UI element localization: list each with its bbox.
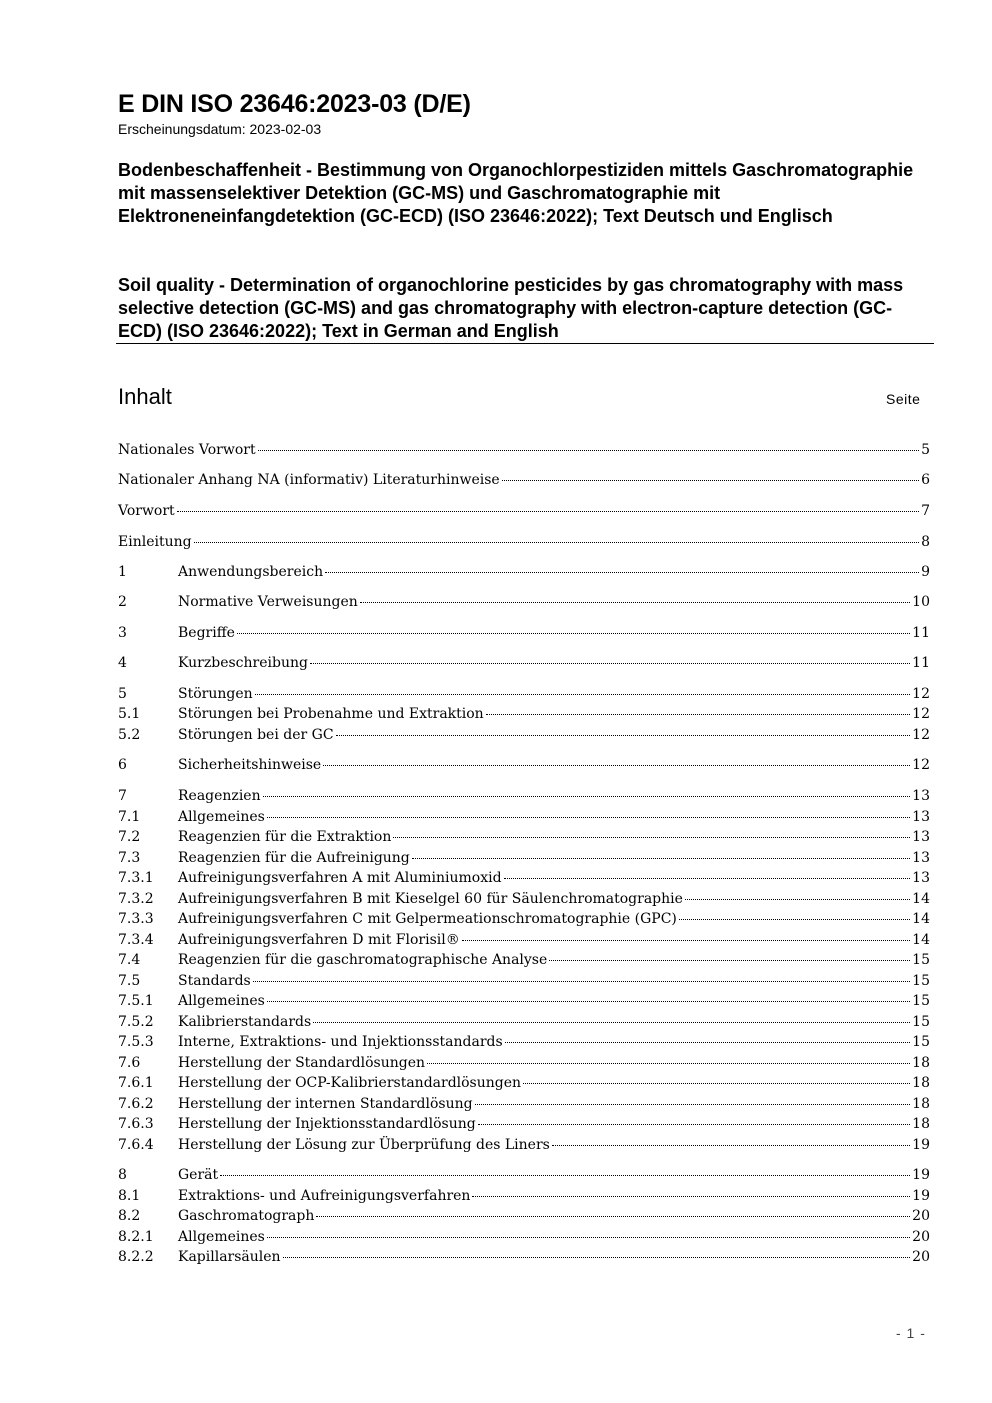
toc-entry[interactable]	[118, 829, 930, 849]
title-german: Bodenbeschaffenheit - Bestimmung von Organochlorpestiziden mittels Gaschromatographie mit massenselektiver Detektion (GC-MS) und Gaschromatographie mit Elektroneneinfangdetektion (GC-ECD) (ISO 23646:2022); Text Deutsch und Englisch	[118, 160, 914, 226]
toc-entry-number: 5	[118, 686, 127, 702]
toc-entry-page: 12	[912, 686, 930, 702]
toc-leader-dots	[336, 734, 911, 736]
toc-entry-page: 10	[912, 594, 930, 610]
toc-entry-title: Interne, Extraktions- und Injektionsstandards	[178, 1034, 503, 1050]
toc-entry[interactable]	[118, 870, 930, 890]
toc-entry-title: Herstellung der Injektionsstandardlösung	[178, 1116, 476, 1132]
toc-entry-title: Nationaler Anhang NA (informativ) Literaturhinweise	[118, 472, 500, 488]
toc-entry[interactable]	[118, 1208, 930, 1228]
toc-entry-page: 19	[912, 1137, 930, 1153]
toc-entry-number: 7.5.2	[118, 1014, 154, 1030]
toc-entry-number: 2	[118, 594, 127, 610]
toc-entry[interactable]	[118, 1167, 930, 1187]
toc-entry[interactable]	[118, 472, 930, 492]
toc-entry-page: 11	[912, 625, 930, 641]
toc-entry-title: Herstellung der Lösung zur Überprüfung des Liners	[178, 1137, 550, 1153]
toc-entry-number: 7.1	[118, 809, 141, 825]
toc-leader-dots	[283, 1256, 911, 1258]
toc-entry-number: 8.1	[118, 1188, 141, 1204]
toc-entry-number: 7.5.3	[118, 1034, 154, 1050]
toc-entry-page: 15	[912, 1014, 930, 1030]
toc-entry[interactable]	[118, 1096, 930, 1116]
toc-entry-number: 7.3.3	[118, 911, 154, 927]
toc-entry-title: Kapillarsäulen	[178, 1249, 281, 1265]
toc-entry[interactable]	[118, 1116, 930, 1136]
toc-entry-title: Nationales Vorwort	[118, 442, 256, 458]
toc-entry-page: 13	[912, 829, 930, 845]
toc-entry[interactable]	[118, 503, 930, 523]
toc-entry-title: Allgemeines	[178, 1229, 265, 1245]
toc-entry-page: 12	[912, 757, 930, 773]
toc-entry[interactable]	[118, 1137, 930, 1157]
publication-date: Erscheinungsdatum: 2023-02-03	[118, 121, 322, 137]
toc-entry-number: 7.5.1	[118, 993, 154, 1009]
toc-entry-number: 6	[118, 757, 127, 773]
toc-entry-number: 3	[118, 625, 127, 641]
toc-leader-dots	[478, 1123, 910, 1125]
toc-entry-title: Normative Verweisungen	[178, 594, 358, 610]
toc-leader-dots	[427, 1062, 910, 1064]
toc-entry-number: 7.6.3	[118, 1116, 154, 1132]
toc-entry-title: Herstellung der Standardlösungen	[178, 1055, 426, 1071]
toc-entry-number: 5.2	[118, 727, 141, 743]
toc-entry-page: 15	[912, 1034, 930, 1050]
toc-entry-number: 7	[118, 788, 127, 804]
toc-entry-number: 7.6.4	[118, 1137, 154, 1153]
toc-entry-title: Herstellung der OCP-Kalibrierstandardlösungen	[178, 1075, 522, 1091]
toc-entry-number: 7.3.2	[118, 891, 154, 907]
toc-entry[interactable]	[118, 1249, 930, 1269]
toc-entry[interactable]	[118, 952, 930, 972]
toc-leader-dots	[255, 693, 911, 695]
toc-leader-dots	[258, 449, 920, 451]
toc-entry-number: 7.5	[118, 973, 141, 989]
toc-entry[interactable]	[118, 757, 930, 777]
toc-entry-title: Aufreinigungsverfahren B mit Kieselgel 60 für Säulenchromatographie	[178, 891, 683, 907]
toc-entry[interactable]	[118, 891, 930, 911]
toc-entry[interactable]	[118, 1075, 930, 1095]
toc-entry[interactable]	[118, 655, 930, 675]
toc-leader-dots	[360, 601, 910, 603]
toc-entry-title: Aufreinigungsverfahren D mit Florisil®	[178, 932, 460, 948]
toc-leader-dots	[393, 836, 910, 838]
toc-leader-dots	[237, 632, 910, 634]
toc-entry[interactable]	[118, 973, 930, 993]
toc-entry-page: 5	[921, 442, 930, 458]
toc-page-label: Seite	[886, 391, 921, 407]
toc-leader-dots	[523, 1082, 910, 1084]
table-of-contents	[118, 0, 930, 1403]
toc-entry-number: 8.2.1	[118, 1229, 154, 1245]
toc-leader-dots	[313, 1021, 910, 1023]
toc-entry[interactable]	[118, 625, 930, 645]
toc-entry-page: 6	[921, 472, 930, 488]
toc-entry-number: 5.1	[118, 706, 141, 722]
toc-entry[interactable]	[118, 706, 930, 726]
toc-entry-number: 4	[118, 655, 127, 671]
toc-entry-page: 20	[912, 1208, 930, 1224]
document-id: E DIN ISO 23646:2023-03 (D/E)	[118, 90, 471, 118]
toc-leader-dots	[679, 918, 910, 920]
toc-entry-page: 8	[921, 534, 930, 550]
toc-entry-page: 11	[912, 655, 930, 671]
toc-entry-page: 13	[912, 788, 930, 804]
toc-leader-dots	[263, 795, 911, 797]
toc-entry-number: 7.6.1	[118, 1075, 154, 1091]
toc-entry-page: 14	[912, 891, 930, 907]
toc-entry-title: Gerät	[178, 1167, 219, 1183]
toc-leader-dots	[685, 898, 910, 900]
toc-leader-dots	[253, 980, 910, 982]
toc-leader-dots	[472, 1195, 910, 1197]
toc-entry-page: 9	[921, 564, 930, 580]
toc-leader-dots	[325, 571, 919, 573]
toc-entry-title: Allgemeines	[178, 809, 265, 825]
toc-entry-title: Begriffe	[178, 625, 235, 641]
toc-entry-number: 7.2	[118, 829, 141, 845]
toc-entry-number: 7.3.4	[118, 932, 154, 948]
toc-entry-title: Kalibrierstandards	[178, 1014, 312, 1030]
toc-entry[interactable]	[118, 727, 930, 747]
toc-leader-dots	[310, 662, 910, 664]
toc-entry[interactable]	[118, 564, 930, 584]
toc-entry-page: 18	[912, 1116, 930, 1132]
toc-entry[interactable]	[118, 534, 930, 554]
toc-leader-dots	[267, 816, 910, 818]
toc-entry-title: Reagenzien	[178, 788, 261, 804]
toc-entry-page: 15	[912, 952, 930, 968]
toc-entry-page: 18	[912, 1096, 930, 1112]
toc-entry-page: 14	[912, 932, 930, 948]
toc-entry-number: 8.2	[118, 1208, 141, 1224]
toc-entry-page: 20	[912, 1249, 930, 1265]
toc-entry[interactable]	[118, 594, 930, 614]
toc-entry-page: 19	[912, 1167, 930, 1183]
toc-entry-page: 15	[912, 973, 930, 989]
toc-entry[interactable]	[118, 850, 930, 870]
toc-leader-dots	[177, 510, 919, 512]
toc-entry[interactable]	[118, 1055, 930, 1075]
toc-leader-dots	[486, 713, 910, 715]
toc-leader-dots	[475, 1103, 911, 1105]
toc-entry-title: Störungen bei der GC	[178, 727, 334, 743]
toc-entry-title: Reagenzien für die Aufreinigung	[178, 850, 410, 866]
toc-entry[interactable]	[118, 911, 930, 931]
toc-entry-page: 18	[912, 1055, 930, 1071]
toc-leader-dots	[504, 877, 911, 879]
toc-leader-dots	[316, 1215, 910, 1217]
toc-entry-title: Herstellung der internen Standardlösung	[178, 1096, 473, 1112]
toc-entry[interactable]	[118, 993, 930, 1013]
toc-entry-number: 7.4	[118, 952, 141, 968]
toc-entry-title: Anwendungsbereich	[178, 564, 324, 580]
toc-leader-dots	[549, 959, 910, 961]
toc-leader-dots	[267, 1236, 910, 1238]
footer-page-number: - 1 -	[896, 1325, 926, 1341]
toc-leader-dots	[267, 1000, 910, 1002]
toc-entry-page: 13	[912, 870, 930, 886]
toc-entry-number: 7.3.1	[118, 870, 154, 886]
toc-entry-number: 7.6	[118, 1055, 141, 1071]
toc-entry-number: 1	[118, 564, 127, 580]
toc-entry-page: 19	[912, 1188, 930, 1204]
toc-leader-dots	[323, 764, 910, 766]
toc-entry-title: Reagenzien für die Extraktion	[178, 829, 392, 845]
toc-leader-dots	[412, 857, 910, 859]
toc-entry-page: 15	[912, 993, 930, 1009]
toc-entry[interactable]	[118, 1034, 930, 1054]
toc-entry-number: 7.6.2	[118, 1096, 154, 1112]
toc-leader-dots	[552, 1144, 910, 1146]
toc-entry-title: Allgemeines	[178, 993, 265, 1009]
toc-entry[interactable]	[118, 1014, 930, 1034]
toc-entry-title: Gaschromatograph	[178, 1208, 315, 1224]
toc-entry-title: Aufreinigungsverfahren A mit Aluminiumoxid	[178, 870, 502, 886]
toc-leader-dots	[462, 939, 910, 941]
toc-entry-page: 20	[912, 1229, 930, 1245]
toc-leader-dots	[505, 1041, 910, 1043]
toc-entry-title: Einleitung	[118, 534, 192, 550]
toc-entry-page: 18	[912, 1075, 930, 1091]
toc-entry-title: Reagenzien für die gaschromatographische Analyse	[178, 952, 548, 968]
toc-leader-dots	[194, 541, 920, 543]
toc-entry-title: Vorwort	[118, 503, 175, 519]
toc-entry[interactable]	[118, 1229, 930, 1249]
toc-entry[interactable]	[118, 809, 930, 829]
toc-entry-page: 7	[921, 503, 930, 519]
toc-entry[interactable]	[118, 788, 930, 808]
toc-entry-page: 12	[912, 706, 930, 722]
toc-entry-number: 8.2.2	[118, 1249, 154, 1265]
toc-entry-title: Standards	[178, 973, 251, 989]
toc-entry-page: 12	[912, 727, 930, 743]
toc-entry-title: Sicherheitshinweise	[178, 757, 322, 773]
toc-entry-page: 14	[912, 911, 930, 927]
toc-entry[interactable]	[118, 1188, 930, 1208]
toc-entry-title: Aufreinigungsverfahren C mit Gelpermeationschromatographie (GPC)	[178, 911, 677, 927]
toc-entry-number: 7.3	[118, 850, 141, 866]
toc-entry-title: Störungen	[178, 686, 253, 702]
toc-heading: Inhalt	[118, 384, 172, 409]
title-english: Soil quality - Determination of organochlorine pesticides by gas chromatography with mass selective detection (GC-MS) and gas chromatography with electron-capture detection (GC-ECD) (ISO 23646:2022); Text in German and English	[118, 275, 904, 341]
toc-entry[interactable]	[118, 932, 930, 952]
toc-entry-page: 13	[912, 809, 930, 825]
toc-leader-dots	[502, 479, 919, 481]
toc-entry-title: Extraktions- und Aufreinigungsverfahren	[178, 1188, 471, 1204]
toc-entry-title: Kurzbeschreibung	[178, 655, 308, 671]
toc-entry[interactable]	[118, 442, 930, 462]
toc-entry[interactable]	[118, 686, 930, 706]
toc-leader-dots	[220, 1174, 910, 1176]
toc-entry-page: 13	[912, 850, 930, 866]
toc-entry-number: 8	[118, 1167, 127, 1183]
toc-entry-title: Störungen bei Probenahme und Extraktion	[178, 706, 484, 722]
